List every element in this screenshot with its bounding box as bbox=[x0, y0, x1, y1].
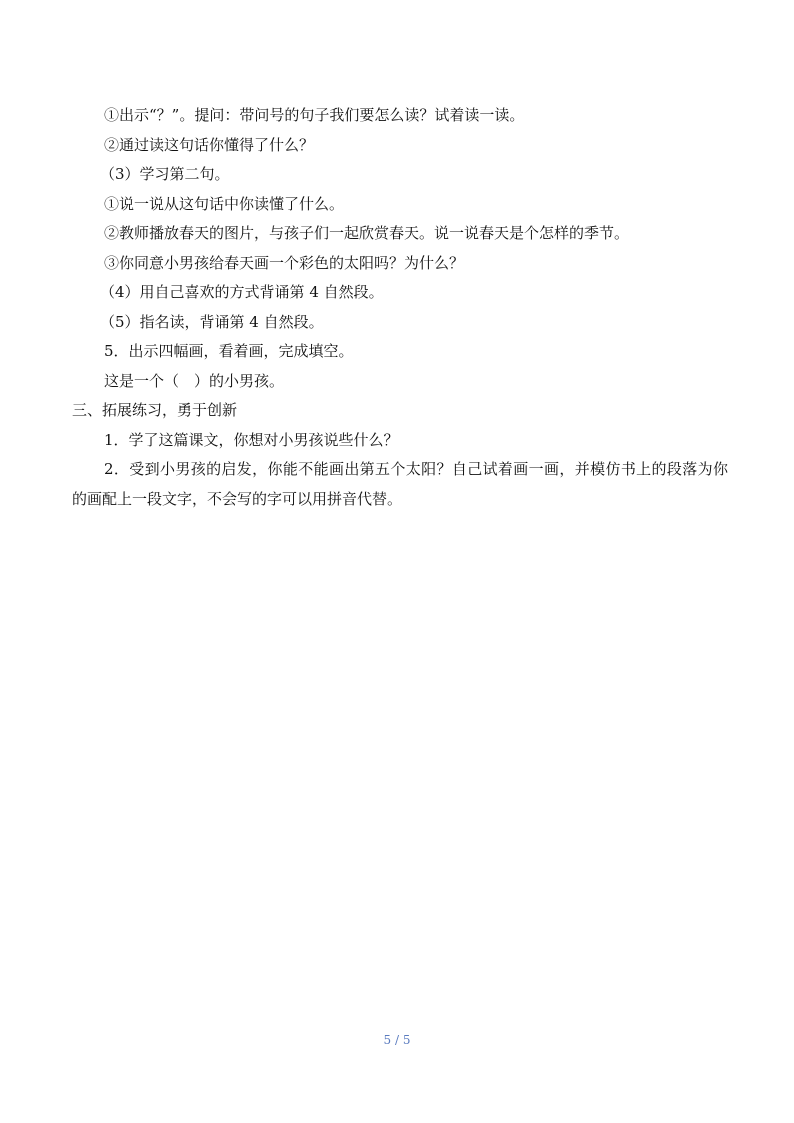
step-5-line: （5）指名读，背诵第 4 自然段。 bbox=[100, 312, 324, 331]
colorful-sun-question-line: ③你同意小男孩给春天画一个彩色的太阳吗？为什么？ bbox=[104, 253, 465, 272]
item-5-line: 5．出示四幅画，看着画，完成填空。 bbox=[104, 342, 354, 360]
question-mark-prompt-line: ①出示“？”。提问：带问号的句子我们要怎么读？试着读一读。 bbox=[104, 106, 525, 124]
document-body bbox=[72, 101, 728, 514]
step-4-line: （4）用自己喜欢的方式背诵第 4 自然段。 bbox=[100, 283, 384, 301]
understanding-question-line: ②通过读这句话你懂得了什么？ bbox=[104, 135, 315, 154]
page-number: 5 / 5 bbox=[383, 1033, 411, 1047]
extension-item-2-paragraph: 2．受到小男孩的启发，你能不能画出第五个太阳？自己试着画一画，并模仿书上的段落为你的画配上一段文字，不会写的字可以用拼音代替。 bbox=[72, 460, 728, 508]
step-3-line: （3）学习第二句。 bbox=[100, 165, 230, 183]
read-understanding-line: ①说一说从这句话中你读懂了什么。 bbox=[104, 194, 345, 213]
section-three-heading: 三、拓展练习，勇于创新 bbox=[72, 401, 238, 419]
extension-item-1-line: 1．学了这篇课文，你想对小男孩说些什么？ bbox=[104, 430, 399, 449]
spring-pictures-line: ②教师播放春天的图片，与孩子们一起欣赏春天。说一说春天是个怎样的季节。 bbox=[104, 224, 630, 242]
fill-in-blank-line: 这是一个（ ）的小男孩。 bbox=[104, 371, 285, 390]
